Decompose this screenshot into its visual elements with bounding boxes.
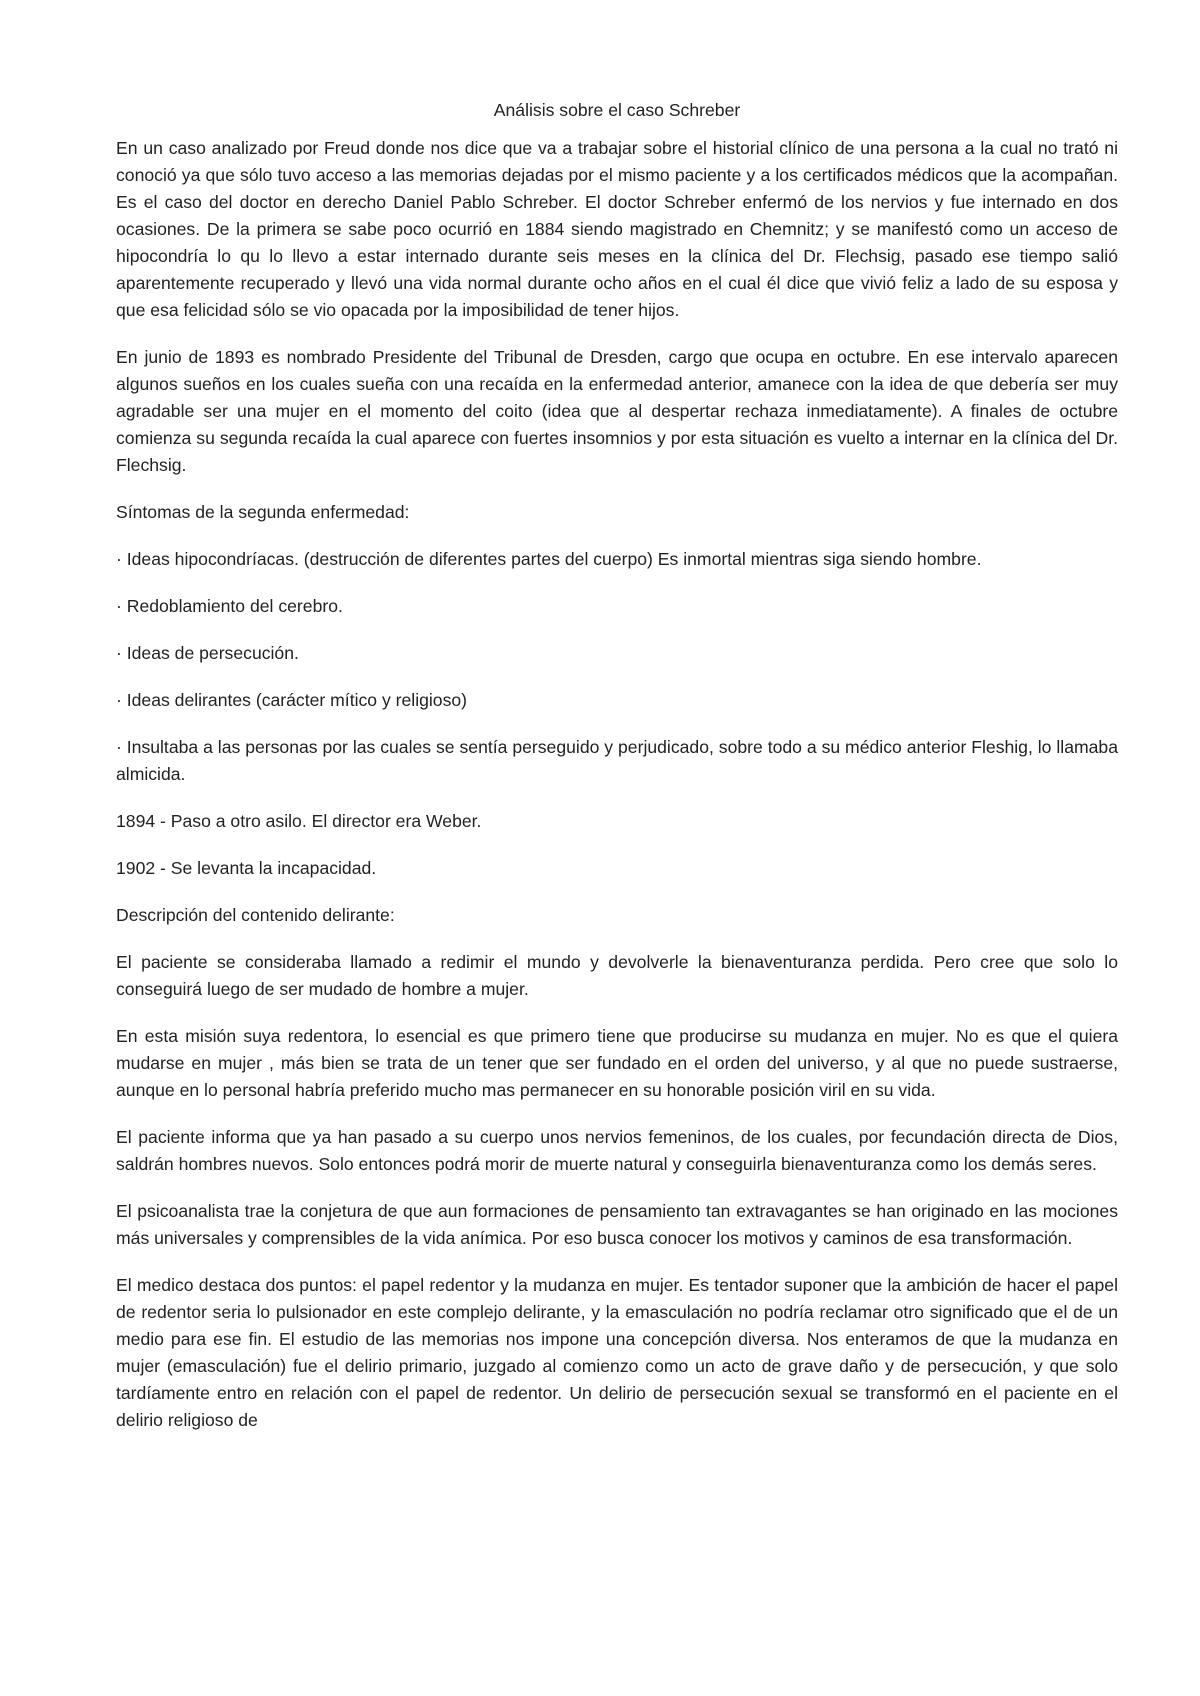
paragraph-redeemer: El paciente se consideraba llamado a redimir el mundo y devolverle la bienaventuranza perdida. Pero cree que solo lo conseguirá luego de ser mudado de hombre a mujer.: [116, 952, 1118, 999]
symptom-item: · Ideas de persecución.: [116, 643, 299, 663]
paragraph-intro: En un caso analizado por Freud donde nos dice que va a trabajar sobre el historial clínico de una persona a la cual no trató ni conoció ya que sólo tuvo acceso a las memorias dejadas por el mismo paciente y a los certificados médicos que la acompañan. Es el caso del doctor en derecho Daniel Pablo Schreber. El doctor Schreber enfermó de los nervios y fue internado en dos ocasiones. De la primera se sabe poco ocurrió en 1884 siendo magistrado en Chemnitz; y se manifestó como un acceso de hipocondría lo qu lo llevo a estar internado durante seis meses en la clínica del Dr. Flechsig, pasado ese tiempo salió aparentemente recuperado y llevó una vida normal durante ocho años en el cual él dice que vivió feliz a lado de su esposa y que esa felicidad sólo se vio opacada por la imposibilidad de tener hijos.: [116, 138, 1118, 320]
paragraph-1893: En junio de 1893 es nombrado Presidente del Tribunal de Dresden, cargo que ocupa en octubre. En ese intervalo aparecen algunos sueños en los cuales sueña con una recaída en la enfermedad anterior, amanece con la idea de que debería ser muy agradable ser una mujer en el momento del coito (idea que al despertar rechaza inmediatamente). A finales de octubre comienza su segunda recaída la cual aparece con fuertes insomnios y por esta situación es vuelto a internar en la clínica del Dr. Flechsig.: [116, 347, 1118, 475]
delusion-heading: Descripción del contenido delirante:: [116, 905, 395, 925]
paragraph-nerves: El paciente informa que ya han pasado a su cuerpo unos nervios femeninos, de los cuales, por fecundación directa de Dios, saldrán hombres nuevos. Solo entonces podrá morir de muerte natural y conseguirla bienaventuranza como los demás seres.: [116, 1127, 1118, 1174]
symptom-item: · Redoblamiento del cerebro.: [116, 596, 343, 616]
symptom-item: · Ideas hipocondríacas. (destrucción de diferentes partes del cuerpo) Es inmortal mientras siga siendo hombre.: [116, 549, 982, 569]
symptom-item: · Ideas delirantes (carácter mítico y religioso): [116, 690, 468, 710]
symptom-item: · Insultaba a las personas por las cuales se sentía perseguido y perjudicado, sobre todo a su médico anterior Fleshig, lo llamaba almicida.: [116, 737, 1118, 784]
paragraph-conjecture: El psicoanalista trae la conjetura de que aun formaciones de pensamiento tan extravagantes se han originado en las mociones más universales y comprensibles de la vida anímica. Por eso busca conocer los motivos y caminos de esa transformación.: [116, 1201, 1118, 1248]
paragraph-two-points: El medico destaca dos puntos: el papel redentor y la mudanza en mujer. Es tentador suponer que la ambición de hacer el papel de redentor seria lo pulsionador en este complejo delirante, y la emasculación no podría reclamar otro significado que el de un medio para ese fin. El estudio de las memorias nos impone una concepción diversa. Nos enteramos de que la mudanza en mujer (emasculación) fue el delirio primario, juzgado al comienzo como un acto de grave daño y de persecución, y que solo tardíamente entro en relación con el papel de redentor. Un delirio de persecución sexual se transformó en el paciente en el delirio religioso de: [116, 1275, 1118, 1430]
timeline-entry: 1894 - Paso a otro asilo. El director era Weber.: [116, 811, 482, 831]
timeline-entry: 1902 - Se levanta la incapacidad.: [116, 858, 377, 878]
symptoms-heading: Síntomas de la segunda enfermedad:: [116, 502, 410, 522]
paragraph-mission: En esta misión suya redentora, lo esencial es que primero tiene que producirse su mudanza en mujer. No es que el quiera mudarse en mujer , más bien se trata de un tener que ser fundado en el orden del universo, y al que no puede sustraerse, aunque en lo personal habría preferido mucho mas permanecer en su honorable posición viril en su vida.: [116, 1026, 1118, 1100]
document-title: Análisis sobre el caso Schreber: [493, 100, 741, 120]
